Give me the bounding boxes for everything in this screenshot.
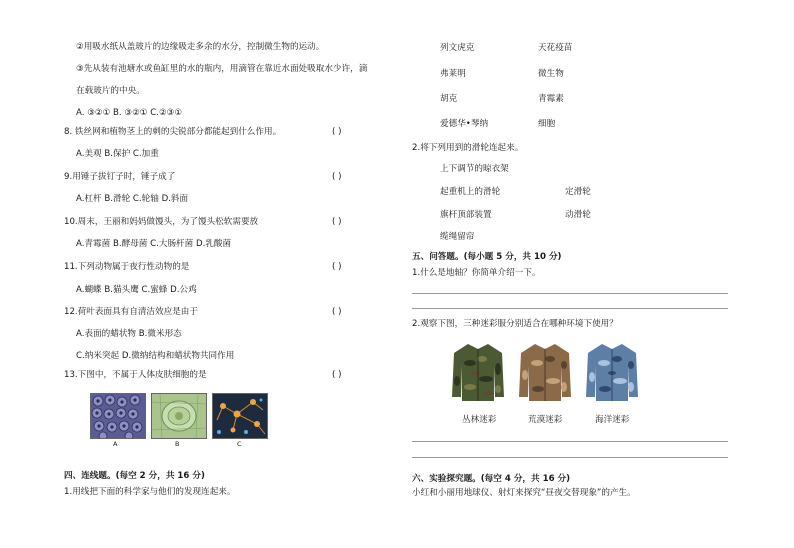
answer-paren-13[interactable]: ( ) bbox=[332, 370, 342, 380]
q7-option-2: ②用吸水纸从盖玻片的边缘吸走多余的水分，控制微生物的运动。 bbox=[76, 42, 325, 52]
answer-line[interactable] bbox=[412, 457, 728, 458]
q12-choices-ab: A.表面的蜡状物 B.微米形态 bbox=[76, 329, 182, 339]
jungle-camo-jacket bbox=[450, 341, 506, 403]
scientist-4[interactable]: 爱德华•琴纳 bbox=[440, 119, 489, 129]
discovery-3[interactable]: 青霉素 bbox=[538, 94, 564, 104]
cell-label-c: C bbox=[237, 440, 242, 448]
q9-choices: A.杠杆 B.滑轮 C.轮轴 D.斜面 bbox=[76, 194, 189, 204]
cell-label-b: B bbox=[175, 440, 180, 448]
cell-image-c bbox=[212, 393, 268, 439]
discovery-1[interactable]: 天花疫苗 bbox=[538, 43, 573, 53]
camo-label-desert: 荒漠迷彩 bbox=[528, 415, 563, 425]
question-13: 13.下图中，不属于人体皮肤细胞的是 bbox=[64, 370, 207, 380]
q11-choices: A.蝴蝶 B.猫头鹰 C.蜜蜂 D.公鸡 bbox=[76, 285, 197, 295]
answer-paren-11[interactable]: ( ) bbox=[332, 262, 342, 272]
answer-paren-9[interactable]: ( ) bbox=[332, 172, 342, 182]
question-10: 10.周末，王丽和妈妈做馒头，为了馒头松软需要放 bbox=[64, 217, 259, 227]
camo-label-ocean: 海洋迷彩 bbox=[595, 415, 630, 425]
ocean-camo-jacket bbox=[584, 341, 640, 403]
answer-line[interactable] bbox=[412, 441, 728, 442]
q7-option-3-line1: ③先从装有池塘水或鱼缸里的水的瓶内，用滴管在靠近水面处吸取水少许，滴 bbox=[76, 64, 368, 74]
q7-option-3-line2: 在载玻片的中央。 bbox=[76, 86, 145, 96]
cell-label-a: A bbox=[113, 440, 118, 448]
pulley-use-4[interactable]: 缆绳留帘 bbox=[440, 232, 475, 242]
scientist-2[interactable]: 弗莱明 bbox=[440, 69, 466, 79]
pulley-type-fixed[interactable]: 定滑轮 bbox=[565, 187, 591, 197]
pulley-use-3[interactable]: 旗杆顶部装置 bbox=[440, 210, 492, 220]
scientist-1[interactable]: 列文虎克 bbox=[440, 43, 475, 53]
q8-choices: A.美观 B.保护 C.加重 bbox=[76, 149, 159, 159]
q7-choices: A. ③②① B. ③②① C.②③① bbox=[76, 108, 183, 118]
question-12: 12.荷叶表面具有自清洁效应是由于 bbox=[64, 307, 198, 317]
section-5-question-1: 1.什么是地轴？你简单介绍一下。 bbox=[412, 268, 541, 278]
answer-line[interactable] bbox=[412, 308, 728, 309]
cell-image-b bbox=[151, 393, 207, 439]
camo-label-jungle: 丛林迷彩 bbox=[462, 415, 497, 425]
answer-paren-12[interactable]: ( ) bbox=[332, 307, 342, 317]
q12-choices-cd: C.纳米突起 D.微纳结构和蜡状物共同作用 bbox=[76, 351, 235, 361]
answer-line[interactable] bbox=[412, 293, 728, 294]
pulley-type-movable[interactable]: 动滑轮 bbox=[565, 210, 591, 220]
desert-camo-jacket bbox=[517, 341, 573, 403]
answer-paren-10[interactable]: ( ) bbox=[332, 217, 342, 227]
discovery-2[interactable]: 微生物 bbox=[538, 69, 564, 79]
section-6-text: 小红和小丽用地球仪、射灯来探究“昼夜交替现象”的产生。 bbox=[412, 488, 636, 498]
cell-image-a bbox=[90, 393, 146, 439]
scientist-3[interactable]: 胡克 bbox=[440, 94, 458, 104]
question-11: 11.下列动物属于夜行性动物的是 bbox=[64, 262, 190, 272]
pulley-use-2[interactable]: 起重机上的滑轮 bbox=[440, 187, 501, 197]
section-4-question-1: 1.用线把下面的科学家与他们的发现连起来。 bbox=[64, 487, 236, 497]
section-6-title: 六、实验探究题。(每空 4 分，共 16 分) bbox=[412, 474, 571, 484]
connect-question-2: 2.将下列用到的滑轮连起来。 bbox=[412, 143, 524, 153]
question-8: 8. 铁丝网和植物茎上的刺的尖锐部分都能起到什么作用。 bbox=[64, 127, 282, 137]
discovery-4[interactable]: 细胞 bbox=[538, 119, 556, 129]
pulley-use-1[interactable]: 上下调节的晾衣架 bbox=[440, 164, 509, 174]
question-9: 9.用锤子拔钉子时，锤子成了 bbox=[64, 172, 176, 182]
section-5-question-2: 2.观察下图，三种迷彩服分别适合在哪种环境下使用？ bbox=[412, 319, 618, 329]
section-4-title: 四、连线题。(每空 2 分，共 16 分) bbox=[64, 471, 205, 481]
q10-choices: A.青霉菌 B.酵母菌 C.大肠杆菌 D.乳酸菌 bbox=[76, 239, 232, 249]
answer-paren-8[interactable]: ( ) bbox=[332, 127, 342, 137]
section-5-title: 五、问答题。(每小题 5 分，共 10 分) bbox=[412, 252, 562, 262]
